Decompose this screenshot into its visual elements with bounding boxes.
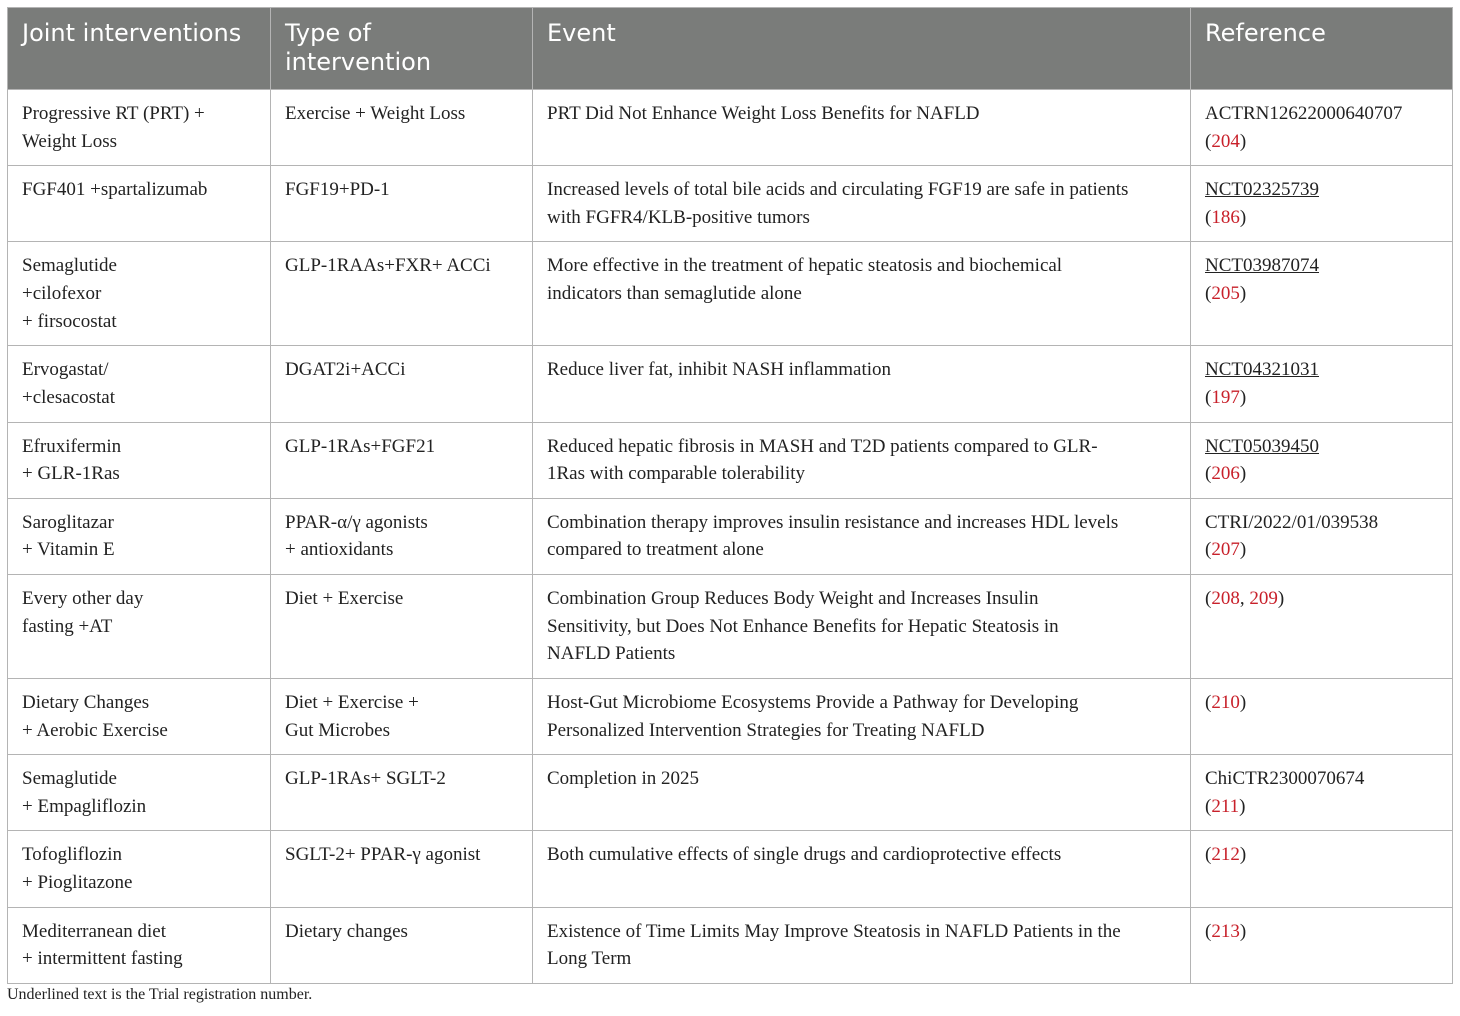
event-cell — [533, 755, 1191, 831]
cell-line: Exercise + Weight Loss — [285, 103, 466, 124]
reference-cell — [1191, 422, 1453, 498]
reference-link[interactable]: 210 — [1211, 691, 1240, 713]
cell-line: Dietary changes — [285, 920, 408, 942]
event-cell — [533, 422, 1191, 498]
cell-line: compared to treatment alone — [547, 539, 764, 561]
cell-line: Host-Gut Microbiome Ecosystems Provide a Pathway for Developing — [547, 691, 1079, 713]
cell-line: + antioxidants — [285, 539, 394, 561]
citation: (186) — [1205, 206, 1247, 228]
event-cell — [533, 90, 1191, 166]
cell-line: Efruxifermin — [22, 435, 122, 457]
table-row — [8, 422, 1453, 498]
intervention-type-cell — [271, 678, 533, 754]
cell-line: FGF19+PD-1 — [285, 179, 390, 201]
cell-line: Dietary Changes — [22, 691, 150, 713]
cell-line: Semaglutide — [22, 255, 117, 277]
reference-cell — [1191, 678, 1453, 754]
cell-line: + Empagliflozin — [22, 795, 147, 817]
event-cell — [533, 498, 1191, 574]
table-row — [8, 166, 1453, 242]
event-cell — [533, 242, 1191, 346]
cell-line: + firsocostat — [22, 310, 117, 332]
joint-interventions-cell — [8, 166, 271, 242]
intervention-type-cell — [271, 242, 533, 346]
citation: (204) — [1205, 130, 1247, 152]
cell-line: Existence of Time Limits May Improve Steatosis in NAFLD Patients in the — [547, 920, 1121, 942]
citation: (206) — [1205, 463, 1247, 485]
event-cell — [533, 831, 1191, 907]
joint-interventions-cell — [8, 574, 271, 678]
trial-registration-id: NCT03987074 — [1205, 255, 1319, 277]
reference-cell — [1191, 755, 1453, 831]
intervention-type-cell — [271, 90, 533, 166]
reference-cell — [1191, 498, 1453, 574]
cell-line: Combination Group Reduces Body Weight and Increases Insulin — [547, 587, 1039, 609]
citation: (208, 209) — [1205, 587, 1285, 609]
cell-line: SGLT-2+ PPAR-γ agonist — [285, 844, 481, 866]
joint-interventions-cell — [8, 90, 271, 166]
trial-registration-id: CTRI/2022/01/039538 — [1205, 511, 1379, 533]
trial-registration-id: ACTRN12622000640707 — [1205, 103, 1403, 124]
header-reference: Reference — [1191, 8, 1453, 90]
trial-registration-id: NCT02325739 — [1205, 179, 1319, 201]
cell-line: +clesacostat — [22, 386, 116, 408]
cell-line: Completion in 2025 — [547, 768, 699, 790]
cell-line: Progressive RT (PRT) + — [22, 103, 205, 124]
intervention-type-cell — [271, 498, 533, 574]
reference-link[interactable]: 206 — [1211, 463, 1240, 485]
table-row — [8, 831, 1453, 907]
cell-line: Every other day — [22, 587, 144, 609]
trial-registration-id: NCT04321031 — [1205, 359, 1319, 381]
cell-line: FGF401 +spartalizumab — [22, 179, 208, 201]
cell-line: + intermittent fasting — [22, 948, 183, 970]
reference-cell — [1191, 346, 1453, 422]
cell-line: Both cumulative effects of single drugs and cardioprotective effects — [547, 844, 1062, 866]
intervention-type-cell — [271, 574, 533, 678]
trial-registration-id: ChiCTR2300070674 — [1205, 768, 1365, 790]
reference-link[interactable]: 205 — [1211, 282, 1240, 304]
intervention-type-cell — [271, 755, 533, 831]
joint-interventions-cell — [8, 755, 271, 831]
cell-line: NAFLD Patients — [547, 643, 676, 665]
event-cell — [533, 346, 1191, 422]
cell-line: + Pioglitazone — [22, 871, 133, 893]
table-header-row — [8, 8, 1453, 90]
reference-link[interactable]: 186 — [1211, 206, 1240, 228]
table-row — [8, 678, 1453, 754]
reference-cell — [1191, 831, 1453, 907]
cell-line: Saroglitazar — [22, 511, 114, 533]
joint-interventions-cell — [8, 422, 271, 498]
event-cell — [533, 678, 1191, 754]
cell-line: Reduced hepatic fibrosis in MASH and T2D patients compared to GLR- — [547, 435, 1098, 457]
cell-line: indicators than semaglutide alone — [547, 282, 802, 304]
header-joint-interventions: Joint interventions — [8, 8, 271, 90]
intervention-type-cell — [271, 166, 533, 242]
table-row — [8, 346, 1453, 422]
joint-interventions-cell — [8, 242, 271, 346]
intervention-type-cell — [271, 907, 533, 983]
cell-line: Long Term — [547, 948, 632, 970]
cell-line: Diet + Exercise + — [285, 691, 419, 713]
cell-line: Mediterranean diet — [22, 920, 167, 942]
citation: (207) — [1205, 539, 1247, 561]
header-event: Event — [533, 8, 1191, 90]
cell-line: + Aerobic Exercise — [22, 719, 168, 741]
intervention-type-cell — [271, 831, 533, 907]
joint-interventions-cell — [8, 831, 271, 907]
cell-line: Personalized Intervention Strategies for Treating NAFLD — [547, 719, 985, 741]
event-cell — [533, 907, 1191, 983]
trial-registration-id: NCT05039450 — [1205, 435, 1319, 457]
table-row — [8, 907, 1453, 983]
intervention-type-cell — [271, 346, 533, 422]
event-cell — [533, 166, 1191, 242]
reference-link[interactable]: 207 — [1211, 539, 1240, 561]
reference-cell — [1191, 166, 1453, 242]
reference-link[interactable]: 211 — [1211, 795, 1240, 817]
cell-line: fasting +AT — [22, 615, 113, 637]
cell-line: GLP-1RAs+FGF21 — [285, 435, 436, 457]
reference-link[interactable]: 204 — [1211, 130, 1240, 152]
cell-line: Semaglutide — [22, 768, 117, 790]
cell-line: + Vitamin E — [22, 539, 115, 561]
interventions-table — [7, 7, 1453, 984]
cell-line: Combination therapy improves insulin resistance and increases HDL levels — [547, 511, 1119, 533]
table-row — [8, 498, 1453, 574]
citation: (212) — [1205, 844, 1247, 866]
reference-link[interactable]: 209 — [1249, 587, 1278, 609]
table-row — [8, 755, 1453, 831]
joint-interventions-cell — [8, 678, 271, 754]
cell-line: Weight Loss — [22, 130, 118, 152]
cell-line: Increased levels of total bile acids and circulating FGF19 are safe in patients — [547, 179, 1129, 201]
reference-link[interactable]: 212 — [1211, 844, 1240, 866]
cell-line: Reduce liver fat, inhibit NASH inflammation — [547, 359, 892, 381]
reference-cell — [1191, 574, 1453, 678]
citation: (213) — [1205, 920, 1247, 942]
cell-line: DGAT2i+ACCi — [285, 359, 406, 381]
cell-line: + GLR-1Ras — [22, 463, 120, 485]
citation: (210) — [1205, 691, 1247, 713]
citation: (211) — [1205, 795, 1246, 817]
event-cell — [533, 574, 1191, 678]
cell-line: Diet + Exercise — [285, 587, 404, 609]
reference-link[interactable]: 197 — [1211, 386, 1240, 408]
reference-link[interactable]: 208 — [1211, 587, 1240, 609]
cell-line: GLP-1RAAs+FXR+ ACCi — [285, 255, 491, 277]
citation: (205) — [1205, 282, 1247, 304]
reference-cell — [1191, 90, 1453, 166]
table-row — [8, 90, 1453, 166]
reference-cell — [1191, 242, 1453, 346]
joint-interventions-cell — [8, 346, 271, 422]
joint-interventions-cell — [8, 907, 271, 983]
intervention-type-cell — [271, 422, 533, 498]
cell-line: More effective in the treatment of hepatic steatosis and biochemical — [547, 255, 1063, 277]
joint-interventions-cell — [8, 498, 271, 574]
cell-line: Tofogliflozin — [22, 844, 122, 866]
table-row — [8, 574, 1453, 678]
cell-line: Sensitivity, but Does Not Enhance Benefits for Hepatic Steatosis in — [547, 615, 1059, 637]
cell-line: Ervogastat/ — [22, 359, 109, 381]
table-footnote: Underlined text is the Trial registration number. — [7, 986, 313, 1003]
cell-line: PRT Did Not Enhance Weight Loss Benefits for NAFLD — [547, 103, 980, 124]
cell-line: 1Ras with comparable tolerability — [547, 463, 806, 485]
cell-line: PPAR-α/γ agonists — [285, 511, 428, 533]
citation: (197) — [1205, 386, 1247, 408]
cell-line: with FGFR4/KLB-positive tumors — [547, 206, 810, 228]
reference-link[interactable]: 213 — [1211, 920, 1240, 942]
cell-line: GLP-1RAs+ SGLT-2 — [285, 768, 446, 790]
reference-cell — [1191, 907, 1453, 983]
cell-line: +cilofexor — [22, 282, 102, 304]
cell-line: Gut Microbes — [285, 719, 391, 741]
header-type-of-intervention: Type of intervention — [271, 8, 533, 90]
table-row — [8, 242, 1453, 346]
